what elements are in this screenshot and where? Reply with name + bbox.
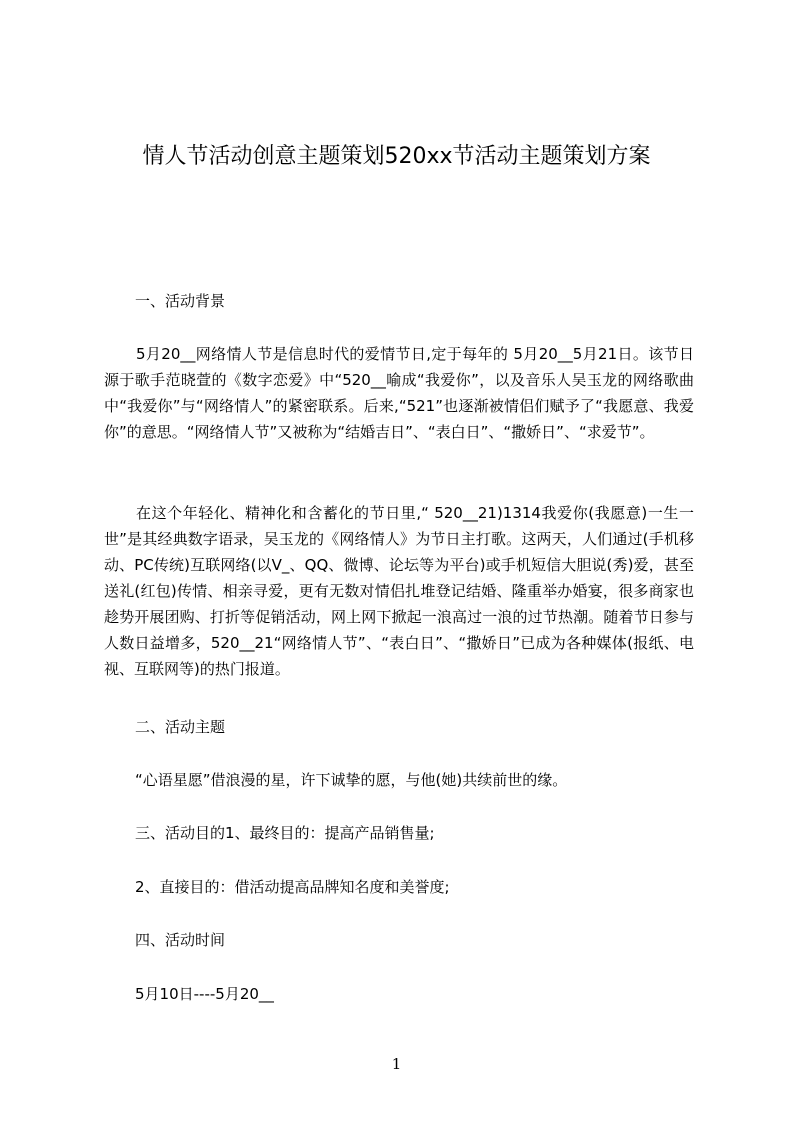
section-heading-theme: 二、活动主题 [135, 718, 226, 736]
purpose-line-1: 三、活动目的1、最终目的：提高产品销售量; [135, 824, 435, 842]
document-title: 情人节活动创意主题策划520xx节活动主题策划方案 [142, 144, 651, 169]
section-heading-background: 一、活动背景 [135, 292, 226, 310]
activity-time-text: 5月10日----5月20__ [135, 985, 274, 1003]
section-heading-time: 四、活动时间 [135, 931, 226, 949]
theme-text: “心语星愿”借浪漫的星，许下诚挚的愿，与他(她)共续前世的缘。 [135, 771, 568, 789]
paragraph-background-1: 5月20__网络情人节是信息时代的爱情节日,定于每年的 5月20__5月21日。该节日源于歌手范晓萱的《数字恋爱》中“520__喻成“我爱你”，以及音乐人吴玉龙的网络歌曲中“我爱你”与“网络情人”的紧密联系。后来,“521”也逐渐被情侣们赋予了“我愿意、我爱你”的意思。“网络情人节”又被称为“结婚吉日”、“表白日”、“撒娇日”、“求爱节”。 [104, 345, 694, 441]
purpose-line-2: 2、直接目的：借活动提高品牌知名度和美誉度; [135, 878, 450, 896]
page-number: 1 [391, 1055, 402, 1073]
paragraph-background-2: 在这个年轻化、精神化和含蓄化的节日里,“ 520__21)1314我爱你(我愿意)一生一世”是其经典数字语录，吴玉龙的《网络情人》为节日主打歌。这两天，人们通过(手机移动、PC传统)互联网络(以V_、QQ、微博、论坛等为平台)或手机短信大胆说(秀)爱，甚至送礼(红包)传情、相亲寻爱，更有无数对情侣扎堆登记结婚、隆重举办婚宴，很多商家也趁势开展团购、打折等促销活动，网上网下掀起一浪高过一浪的过节热潮。随着节日参与人数日益增多，520__21“网络情人节”、“表白日”、“撒娇日”已成为各种媒体(报纸、电视、互联网等)的热门报道。 [104, 504, 694, 678]
